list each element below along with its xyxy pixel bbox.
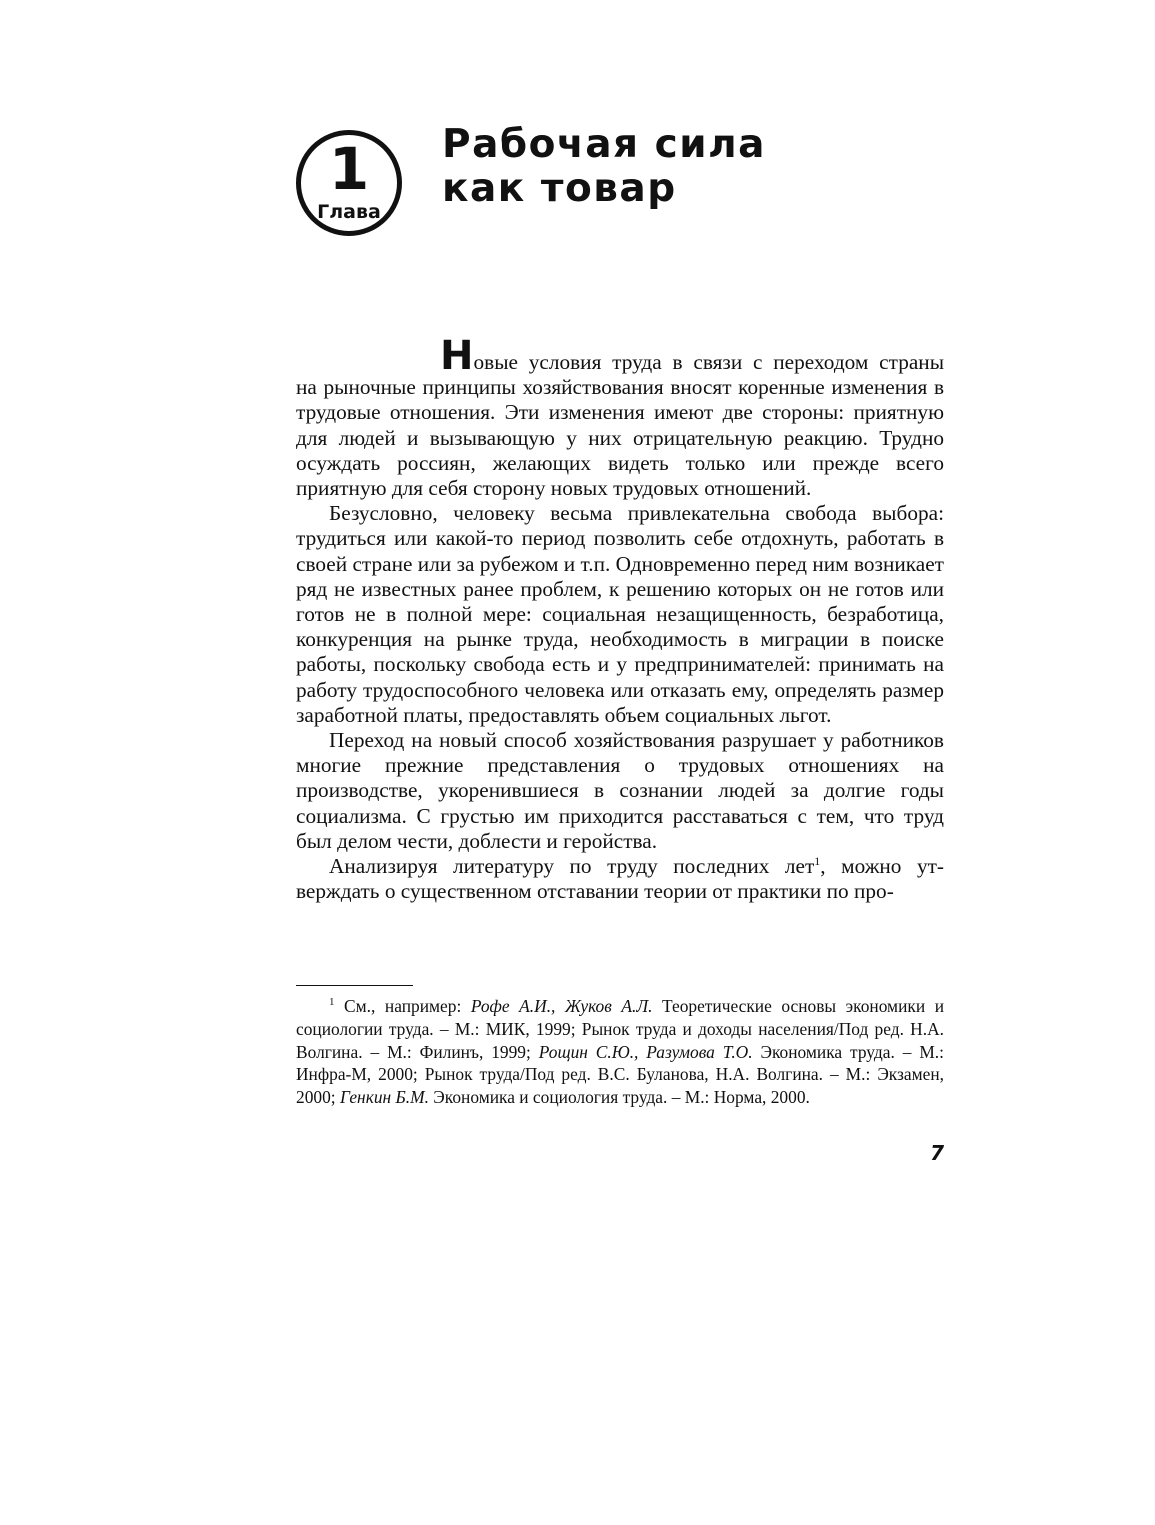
chapter-title (442, 123, 766, 211)
paragraph-1-first-line: овые условия труда в связи с переходом страны (473, 350, 944, 374)
footnote-reference[interactable]: 1 (814, 853, 821, 868)
chapter-body (296, 333, 944, 904)
paragraph-2: Безусловно, человеку весьма привлекательна свобода выбора: трудиться или какой-то период позволить себе отдохнуть, работать в своей стране или за рубежом и т.п. Одновременно перед ним возникает ряд не известных ранее проблем, к решению которых он не готов или готов не в полной мере: социальная незащищенность, безработица, конкуренция на рынке труда, необходимость в миграции в поиске работы, поскольку свобода есть и у предпринимателей: принимать на работу трудоспособного человека или отказать ему, определять размер заработной платы, предоставлять объем социальных льгот. (296, 501, 944, 727)
footnote-text-3: Экономика труда. – М.: Инфра-М, 2000; Рынок труда/Под ред. В.С. Буланова, Н.А. Волгина. – М.: Экзамен, 2000; (296, 1041, 944, 1108)
paragraph-4-text-end: , можно утверждать о существенном отставании теории от практики по про- (296, 854, 944, 904)
footnote-text-1: См., например: (334, 996, 471, 1016)
chapter-number: 1 (328, 135, 370, 203)
chapter-badge (296, 130, 402, 236)
footnote-text-2: Теоретические основы экономики и социологии труда. – М.: МИК, 1999; Рынок труда и доходы населения/Под ред. Н.А. Волгина. – М.: Филинъ, 1999; (296, 996, 944, 1062)
chapter-title-line-1: Рабочая сила (442, 122, 766, 167)
footnote (296, 995, 944, 1109)
chapter-label: Глава (317, 201, 381, 223)
drop-cap-line (296, 333, 944, 379)
paragraph-1 (296, 333, 944, 501)
footnote-author-2: Рощин С.Ю., Разумова Т.О. (538, 1041, 753, 1062)
page-number: 7 (930, 1141, 944, 1165)
footnote-author-1: Рофе А.И., Жуков А.Л. (470, 996, 653, 1016)
paragraph-4-text-start: Анализируя литературу по труду последних лет (329, 854, 815, 879)
drop-cap: Н (440, 333, 474, 379)
paragraph-3: Переход на новый способ хозяйствования разрушает у работников многие прежние представления о трудовых отношениях на производстве, укоренившиеся в сознании людей за долгие годы социализма. С грустью им приходится расставаться с тем, что труд был делом чести, доблести и геройства. (296, 728, 944, 853)
chapter-title-line-2: как товар (442, 166, 677, 211)
paragraph-1-text: на рыночные принципы хозяйствования вносят коренные изменения в трудовые отношения. Эти изменения имеют две стороны: приятную для людей и вызывающую у них отрицательную реакцию. Трудно осуждать россиян, желающих видеть только или прежде всего приятную для себя сторону новых трудовых отношений. (296, 375, 944, 501)
paragraph-4 (296, 854, 944, 904)
footnote-author-3: Генкин Б.М. (339, 1087, 429, 1108)
footnote-divider (296, 985, 413, 986)
footnote-text-4: Экономика и социология труда. – М.: Норма, 2000. (428, 1087, 810, 1108)
footnote-marker: 1 (329, 996, 335, 1009)
